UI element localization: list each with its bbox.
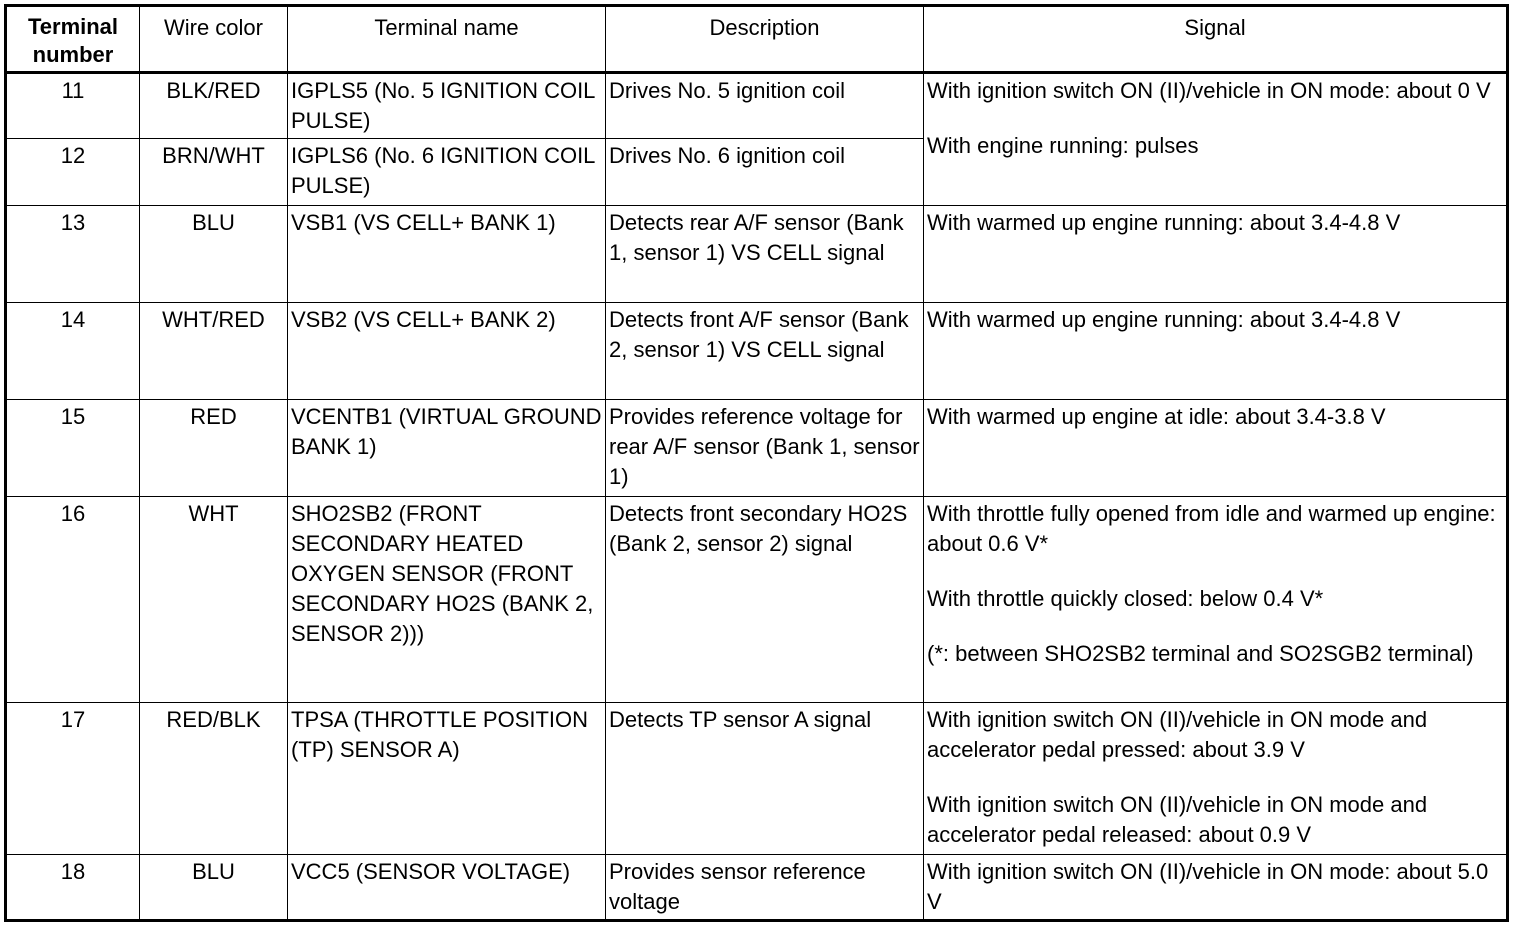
signal-line: With ignition switch ON (II)/vehicle in ON mode: about 5.0 V [927, 859, 1489, 914]
wire-color: WHT [140, 497, 288, 703]
terminal-name: VCC5 (SENSOR VOLTAGE) [288, 855, 606, 921]
terminal-description: Provides sensor reference voltage [606, 855, 924, 921]
terminal-signal [924, 206, 1508, 303]
header-terminal-number: Terminal number [6, 6, 140, 73]
terminal-name: VSB2 (VS CELL+ BANK 2) [288, 303, 606, 400]
table-row [6, 855, 1508, 921]
terminal-number: 13 [6, 206, 140, 303]
table-row [6, 703, 1508, 855]
header-terminal-name: Terminal name [288, 6, 606, 73]
header-signal: Signal [924, 6, 1508, 73]
terminal-signal [924, 703, 1508, 855]
terminal-description: Detects TP sensor A signal [606, 703, 924, 855]
table-row [6, 303, 1508, 400]
terminal-number: 18 [6, 855, 140, 921]
wire-color: RED/BLK [140, 703, 288, 855]
table-row [6, 73, 1508, 139]
terminal-description: Detects front secondary HO2S (Bank 2, sensor 2) signal [606, 497, 924, 703]
wire-color: BLK/RED [140, 73, 288, 139]
wire-color: RED [140, 400, 288, 497]
terminal-description: Provides reference voltage for rear A/F sensor (Bank 1, sensor 1) [606, 400, 924, 497]
signal-line: With ignition switch ON (II)/vehicle in ON mode and accelerator pedal released: about 0.9 V [927, 792, 1428, 847]
header-wire-color: Wire color [140, 6, 288, 73]
terminal-description: Drives No. 6 ignition coil [606, 139, 924, 206]
signal-line: With engine running: pulses [927, 133, 1199, 158]
table-row [6, 206, 1508, 303]
table-row [6, 400, 1508, 497]
table-row [6, 497, 1508, 703]
wire-color: WHT/RED [140, 303, 288, 400]
terminal-number: 15 [6, 400, 140, 497]
terminal-description: Drives No. 5 ignition coil [606, 73, 924, 139]
signal-line: With ignition switch ON (II)/vehicle in ON mode and accelerator pedal pressed: about 3.9 V [927, 707, 1428, 762]
terminal-name: TPSA (THROTTLE POSITION (TP) SENSOR A) [288, 703, 606, 855]
signal-line: With warmed up engine running: about 3.4-4.8 V [927, 210, 1401, 235]
terminal-name: VSB1 (VS CELL+ BANK 1) [288, 206, 606, 303]
signal-line: With throttle quickly closed: below 0.4 V* [927, 586, 1324, 611]
terminal-table [4, 4, 1509, 922]
terminal-signal [924, 497, 1508, 703]
terminal-number: 16 [6, 497, 140, 703]
terminal-signal [924, 400, 1508, 497]
terminal-number: 17 [6, 703, 140, 855]
terminal-description: Detects front A/F sensor (Bank 2, sensor 1) VS CELL signal [606, 303, 924, 400]
terminal-name: SHO2SB2 (FRONT SECONDARY HEATED OXYGEN SENSOR (FRONT SECONDARY HO2S (BANK 2, SENSOR 2))) [288, 497, 606, 703]
terminal-signal [924, 73, 1508, 206]
terminal-name: IGPLS6 (No. 6 IGNITION COIL PULSE) [288, 139, 606, 206]
wire-color: BLU [140, 206, 288, 303]
signal-line: (*: between SHO2SB2 terminal and SO2SGB2 terminal) [927, 641, 1474, 666]
wire-color: BLU [140, 855, 288, 921]
terminal-number: 11 [6, 73, 140, 139]
signal-line: With throttle fully opened from idle and warmed up engine: about 0.6 V* [927, 501, 1496, 556]
signal-line: With warmed up engine running: about 3.4-4.8 V [927, 307, 1401, 332]
terminal-name: VCENTB1 (VIRTUAL GROUND BANK 1) [288, 400, 606, 497]
signal-line: With ignition switch ON (II)/vehicle in ON mode: about 0 V [927, 78, 1491, 103]
signal-line: With warmed up engine at idle: about 3.4-3.8 V [927, 404, 1386, 429]
table-header-row [6, 6, 1508, 73]
terminal-number: 14 [6, 303, 140, 400]
terminal-signal [924, 855, 1508, 921]
terminal-description: Detects rear A/F sensor (Bank 1, sensor 1) VS CELL signal [606, 206, 924, 303]
header-description: Description [606, 6, 924, 73]
terminal-signal [924, 303, 1508, 400]
terminal-number: 12 [6, 139, 140, 206]
terminal-name: IGPLS5 (No. 5 IGNITION COIL PULSE) [288, 73, 606, 139]
wire-color: BRN/WHT [140, 139, 288, 206]
